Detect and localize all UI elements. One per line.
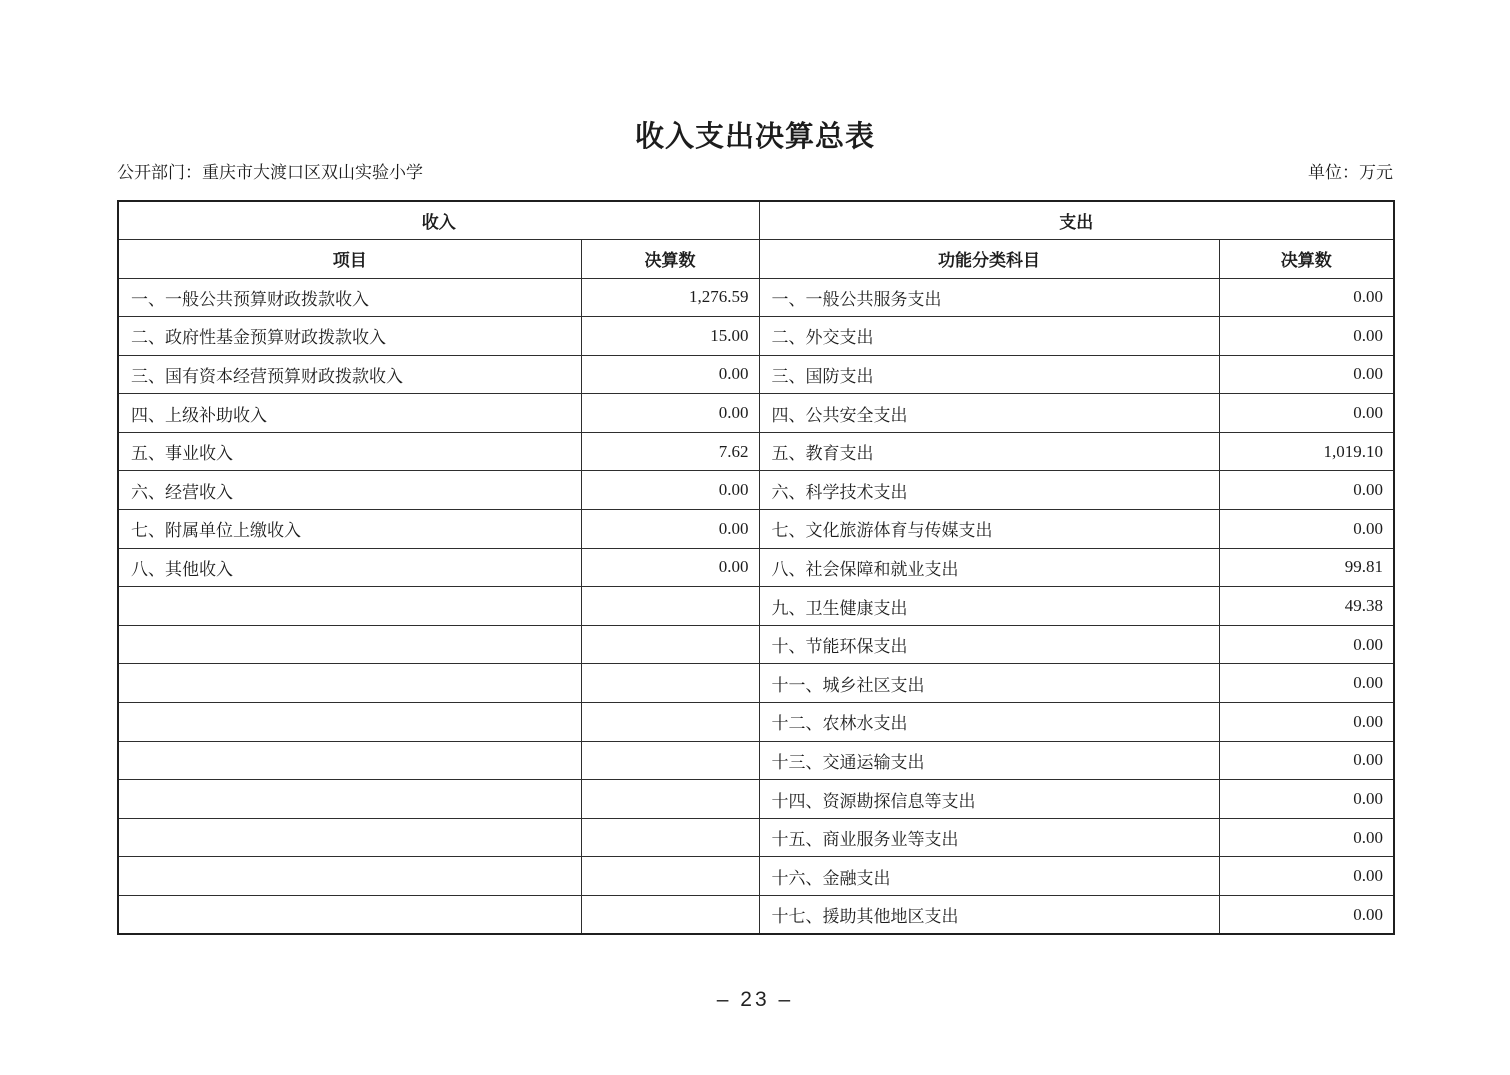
income-value [581, 664, 759, 703]
department-label: 公开部门：重庆市大渡口区双山实验小学 [117, 163, 423, 182]
income-value [581, 625, 759, 664]
table-row [118, 432, 1394, 471]
expense-value: 0.00 [1219, 471, 1394, 510]
expense-value: 49.38 [1219, 587, 1394, 626]
income-value [581, 896, 759, 935]
income-item [118, 896, 581, 935]
table-row [118, 355, 1394, 394]
income-item: 一、一般公共预算财政拨款收入 [118, 278, 581, 317]
income-value [581, 703, 759, 742]
income-item [118, 857, 581, 896]
expense-item: 十七、援助其他地区支出 [759, 896, 1219, 935]
income-value [581, 818, 759, 857]
expense-value: 0.00 [1219, 818, 1394, 857]
expense-item: 十三、交通运输支出 [759, 741, 1219, 780]
table-row [118, 818, 1394, 857]
table-row [118, 548, 1394, 587]
column-header-row [118, 239, 1394, 278]
income-value [581, 587, 759, 626]
income-item [118, 818, 581, 857]
income-item [118, 780, 581, 819]
table-row [118, 587, 1394, 626]
income-value: 15.00 [581, 317, 759, 356]
table-row [118, 780, 1394, 819]
income-value: 0.00 [581, 510, 759, 549]
table-row [118, 703, 1394, 742]
expense-item: 十二、农林水支出 [759, 703, 1219, 742]
expense-item: 十、节能环保支出 [759, 625, 1219, 664]
expense-item: 二、外交支出 [759, 317, 1219, 356]
table-row [118, 317, 1394, 356]
expense-item: 八、社会保障和就业支出 [759, 548, 1219, 587]
income-item: 五、事业收入 [118, 432, 581, 471]
income-item: 六、经营收入 [118, 471, 581, 510]
expense-value: 0.00 [1219, 278, 1394, 317]
expense-value-column-header: 决算数 [1219, 239, 1394, 278]
income-item [118, 625, 581, 664]
income-value [581, 780, 759, 819]
table-row [118, 471, 1394, 510]
income-value: 0.00 [581, 548, 759, 587]
expense-value: 0.00 [1219, 394, 1394, 433]
income-item: 三、国有资本经营预算财政拨款收入 [118, 355, 581, 394]
income-item [118, 587, 581, 626]
expense-value: 0.00 [1219, 317, 1394, 356]
expense-value: 0.00 [1219, 857, 1394, 896]
income-value: 1,276.59 [581, 278, 759, 317]
expense-section-header: 支出 [759, 201, 1394, 239]
expense-item-column-header: 功能分类科目 [759, 239, 1219, 278]
income-item [118, 664, 581, 703]
table-row [118, 664, 1394, 703]
budget-summary-table [117, 200, 1395, 935]
income-value [581, 741, 759, 780]
income-item: 四、上级补助收入 [118, 394, 581, 433]
expense-item: 十一、城乡社区支出 [759, 664, 1219, 703]
expense-item: 九、卫生健康支出 [759, 587, 1219, 626]
income-value: 0.00 [581, 394, 759, 433]
income-value: 0.00 [581, 471, 759, 510]
income-value: 0.00 [581, 355, 759, 394]
table-row [118, 896, 1394, 935]
income-item: 八、其他收入 [118, 548, 581, 587]
table-row [118, 394, 1394, 433]
income-value [581, 857, 759, 896]
income-item: 二、政府性基金预算财政拨款收入 [118, 317, 581, 356]
page-title: 收入支出决算总表 [634, 121, 875, 153]
expense-value: 0.00 [1219, 703, 1394, 742]
expense-item: 七、文化旅游体育与传媒支出 [759, 510, 1219, 549]
table-row [118, 741, 1394, 780]
page-number: – 23 – [716, 988, 794, 1011]
table-row [118, 278, 1394, 317]
income-item-column-header: 项目 [118, 239, 581, 278]
expense-value: 0.00 [1219, 741, 1394, 780]
expense-value: 0.00 [1219, 896, 1394, 935]
expense-item: 十四、资源勘探信息等支出 [759, 780, 1219, 819]
expense-value: 0.00 [1219, 510, 1394, 549]
income-value: 7.62 [581, 432, 759, 471]
income-value-column-header: 决算数 [581, 239, 759, 278]
expense-value: 0.00 [1219, 355, 1394, 394]
table-row [118, 857, 1394, 896]
table-row [118, 625, 1394, 664]
income-item [118, 703, 581, 742]
expense-value: 0.00 [1219, 625, 1394, 664]
expense-value: 1,019.10 [1219, 432, 1394, 471]
expense-item: 四、公共安全支出 [759, 394, 1219, 433]
income-item [118, 741, 581, 780]
expense-value: 99.81 [1219, 548, 1394, 587]
expense-value: 0.00 [1219, 780, 1394, 819]
table-row [118, 510, 1394, 549]
expense-value: 0.00 [1219, 664, 1394, 703]
expense-item: 十五、商业服务业等支出 [759, 818, 1219, 857]
section-header-row [118, 201, 1394, 239]
expense-item: 三、国防支出 [759, 355, 1219, 394]
expense-item: 十六、金融支出 [759, 857, 1219, 896]
income-item: 七、附属单位上缴收入 [118, 510, 581, 549]
expense-item: 五、教育支出 [759, 432, 1219, 471]
expense-item: 六、科学技术支出 [759, 471, 1219, 510]
unit-label: 单位：万元 [1308, 163, 1393, 182]
meta-row [117, 158, 1393, 183]
expense-item: 一、一般公共服务支出 [759, 278, 1219, 317]
income-section-header: 收入 [118, 201, 759, 239]
